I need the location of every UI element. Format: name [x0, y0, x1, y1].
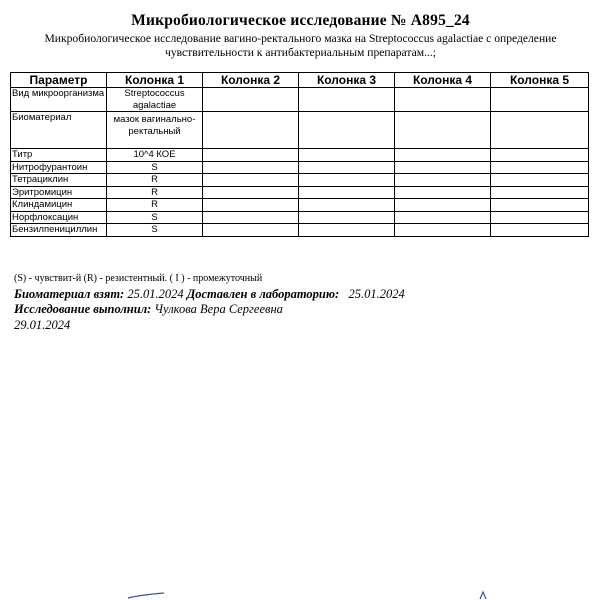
empty-cell	[299, 88, 395, 112]
header-param: Параметр	[11, 73, 107, 88]
empty-cell	[395, 186, 491, 199]
table-row	[11, 88, 589, 112]
empty-cell	[299, 161, 395, 174]
bottom-signature-marks	[0, 588, 601, 600]
table-row	[11, 211, 589, 224]
sample-dates-line	[14, 287, 405, 302]
param-cell: Эритромицин	[11, 186, 107, 199]
empty-cell	[299, 112, 395, 149]
report-date: 29.01.2024	[14, 318, 71, 332]
table-row	[11, 186, 589, 199]
empty-cell	[299, 199, 395, 212]
taken-date: 25.01.2024	[127, 287, 184, 301]
value-cell: 10^4 КОЕ	[107, 149, 203, 162]
param-cell: Биоматериал	[11, 112, 107, 149]
empty-cell	[395, 174, 491, 187]
empty-cell	[203, 211, 299, 224]
value-cell: R	[107, 199, 203, 212]
empty-cell	[491, 149, 589, 162]
empty-cell	[491, 161, 589, 174]
document-title: Микробиологическое исследование № А895_24	[131, 12, 470, 29]
value-cell: R	[107, 186, 203, 199]
empty-cell	[203, 149, 299, 162]
param-cell: Вид микроорганизма	[11, 88, 107, 112]
empty-cell	[203, 88, 299, 112]
value-cell: Streptococcus agalactiae	[107, 88, 203, 112]
value-cell: S	[107, 211, 203, 224]
param-cell: Титр	[11, 149, 107, 162]
empty-cell	[203, 199, 299, 212]
empty-cell	[299, 174, 395, 187]
header-col1: Колонка 1	[107, 73, 203, 88]
performed-label: Исследование выполнил:	[14, 302, 152, 316]
table-row	[11, 174, 589, 187]
value-cell: S	[107, 224, 203, 237]
empty-cell	[203, 186, 299, 199]
empty-cell	[299, 149, 395, 162]
empty-cell	[491, 199, 589, 212]
value-cell: S	[107, 161, 203, 174]
value-cell: мазок вагинально-ректальный	[107, 112, 203, 149]
empty-cell	[491, 112, 589, 149]
empty-cell	[395, 161, 491, 174]
empty-cell	[395, 88, 491, 112]
signature-stroke-right	[480, 592, 486, 599]
empty-cell	[395, 224, 491, 237]
empty-cell	[299, 186, 395, 199]
empty-cell	[395, 149, 491, 162]
empty-cell	[491, 224, 589, 237]
performer-line	[14, 302, 283, 317]
empty-cell	[491, 186, 589, 199]
header-col2: Колонка 2	[203, 73, 299, 88]
table-row	[11, 112, 589, 149]
empty-cell	[395, 211, 491, 224]
delivered-date: 25.01.2024	[348, 287, 405, 301]
empty-cell	[203, 224, 299, 237]
empty-cell	[203, 161, 299, 174]
taken-label: Биоматериал взят:	[14, 287, 125, 301]
empty-cell	[491, 211, 589, 224]
param-cell: Нитрофурантоин	[11, 161, 107, 174]
signature-stroke-left	[128, 593, 164, 598]
empty-cell	[203, 112, 299, 149]
delivered-label: Доставлен в лабораторию:	[186, 287, 340, 301]
document-subtitle: Микробиологическое исследование вагино-ректального мазка на Streptococcus agalactiae с определение чувствительности к антибактериальным препаратам...;	[44, 32, 557, 59]
param-cell: Клиндамицин	[11, 199, 107, 212]
table-header-row	[11, 73, 589, 88]
param-cell: Тетрациклин	[11, 174, 107, 187]
empty-cell	[299, 211, 395, 224]
table-row	[11, 224, 589, 237]
table-row	[11, 199, 589, 212]
value-cell: R	[107, 174, 203, 187]
empty-cell	[491, 88, 589, 112]
header-col5: Колонка 5	[491, 73, 589, 88]
table-row	[11, 149, 589, 162]
legend-text: (S) - чувствит-й (R) - резистентный. ( I ) - промежуточный	[14, 273, 263, 284]
empty-cell	[203, 174, 299, 187]
table-row	[11, 161, 589, 174]
param-cell: Бензилпенициллин	[11, 224, 107, 237]
empty-cell	[395, 112, 491, 149]
empty-cell	[491, 174, 589, 187]
results-table	[10, 72, 589, 237]
empty-cell	[299, 224, 395, 237]
empty-cell	[395, 199, 491, 212]
header-col3: Колонка 3	[299, 73, 395, 88]
header-col4: Колонка 4	[395, 73, 491, 88]
performer-name: Чулкова Вера Сергеевна	[154, 302, 283, 316]
param-cell: Норфлоксацин	[11, 211, 107, 224]
